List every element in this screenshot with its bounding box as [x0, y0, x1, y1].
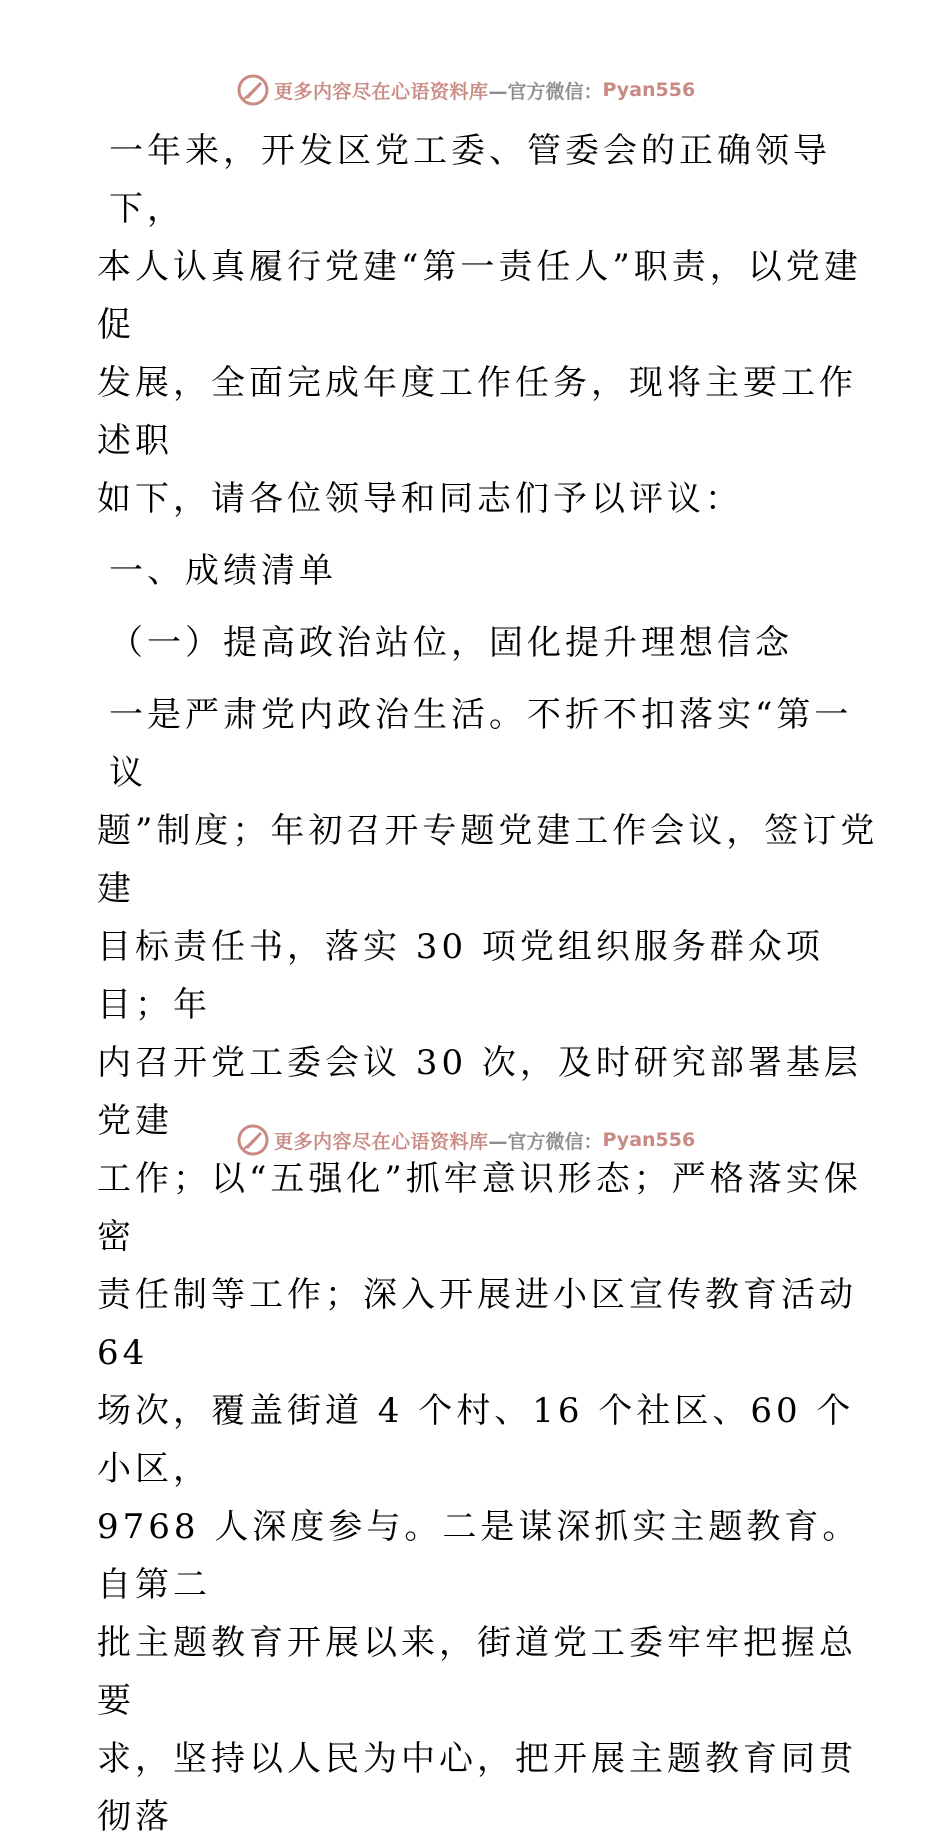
- watermark-footer: [236, 1122, 695, 1158]
- watermark-main-text: 更多内容尽在心语资料库: [274, 1130, 489, 1153]
- watermark-id-text: Pyan556: [602, 79, 696, 101]
- watermark-sub-text: —官方微信：: [488, 80, 603, 103]
- watermark-header: [236, 72, 695, 108]
- body-line: 目标责任书，落实 30 项党组织服务群众项目；年: [97, 927, 824, 1025]
- body-line: 一是严肃党内政治生活。不折不扣落实“第一议: [109, 695, 853, 793]
- section-heading: 一、成绩清单: [109, 551, 337, 591]
- subsection-heading: （一）提高政治站位，固化提升理想信念: [109, 623, 793, 663]
- body-line: 工作；以“五强化”抓牢意识形态；严格落实保密: [97, 1159, 862, 1257]
- intro-line: 一年来，开发区党工委、管委会的正确领导下，: [109, 131, 831, 229]
- body-line: 内召开党工委会议 30 次，及时研究部署基层党建: [97, 1043, 862, 1141]
- quill-logo-icon: [236, 73, 270, 107]
- body-line: 场次，覆盖街道 4 个村、16 个社区、60 个小区，: [97, 1391, 855, 1489]
- body-line: 批主题教育开展以来，街道党工委牢牢把握总要: [97, 1623, 857, 1721]
- intro-line: 本人认真履行党建“第一责任人”职责，以党建促: [97, 247, 862, 345]
- intro-line: 如下，请各位领导和同志们予以评议：: [97, 479, 743, 519]
- document-body: [97, 122, 887, 1846]
- body-line: 责任制等工作；深入开展进小区宣传教育活动 64: [97, 1275, 857, 1373]
- body-line: 题”制度；年初召开专题党建工作会议，签订党建: [97, 811, 879, 909]
- quill-logo-icon: [236, 1123, 270, 1157]
- watermark-id-text: Pyan556: [602, 1129, 696, 1151]
- watermark-main-text: 更多内容尽在心语资料库: [274, 80, 489, 103]
- body-line: 9768 人深度参与。二是谋深抓实主题教育。自第二: [97, 1507, 861, 1605]
- intro-line: 发展，全面完成年度工作任务，现将主要工作述职: [97, 363, 857, 461]
- body-line: 求，坚持以人民为中心，把开展主题教育同贯彻落: [97, 1739, 857, 1837]
- watermark-sub-text: —官方微信：: [488, 1130, 603, 1153]
